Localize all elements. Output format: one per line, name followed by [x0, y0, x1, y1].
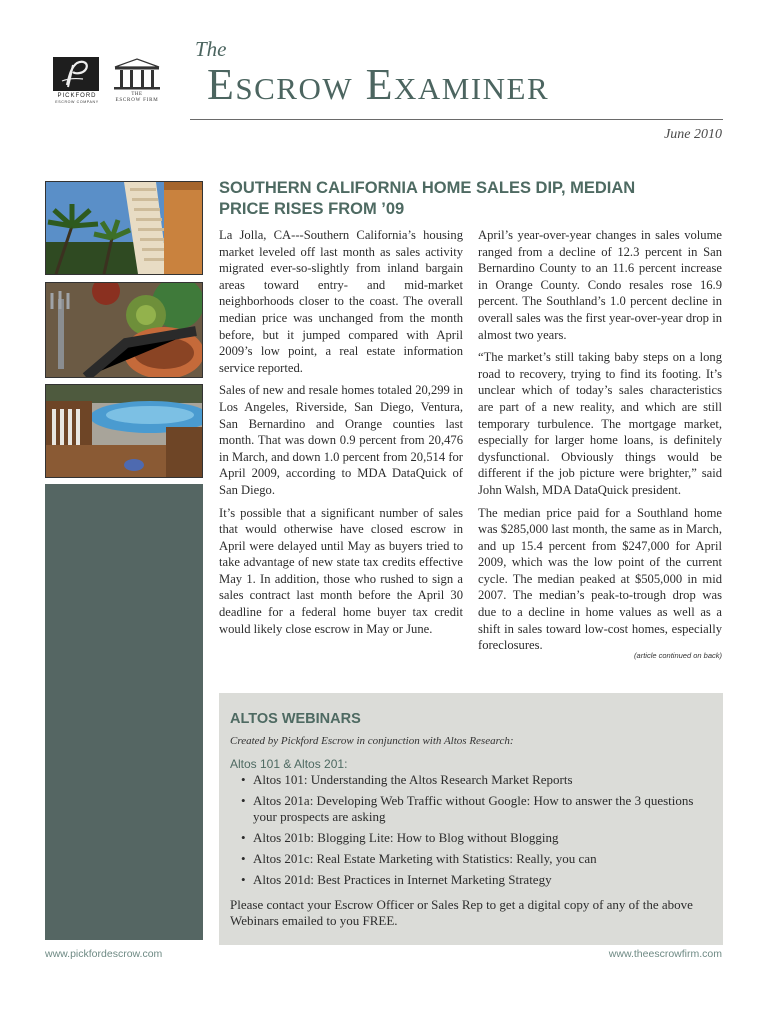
webinar-item [241, 851, 711, 867]
masthead-the: The [195, 37, 227, 61]
article-paragraph: “The market’s still taking baby steps on a long road to recovery, trying to find its footing. It’s unclear which of today’s sales characteristics are part of a new reality, and which are still temporary turbulence. The mortgage market, especially for larger home loans, is definitely dysfunctional. Obviously things would be different if the job picture were brighter,” said John Walsh, MDA DataQuick president. [478, 350, 722, 497]
escrow-firm-the: THE [131, 92, 143, 97]
pickford-monogram-icon [53, 57, 99, 91]
footer-url-pickford[interactable]: www.pickfordescrow.com [45, 948, 163, 960]
article-column-left [219, 227, 463, 643]
webinars-heading: Altos 101 & Altos 201: [230, 757, 348, 771]
photo-garden-tools [45, 282, 203, 378]
escrow-firm-name: ESCROW FIRM [115, 98, 159, 103]
webinar-item [241, 830, 711, 846]
webinar-item [241, 872, 711, 888]
article-paragraph: It’s possible that a significant number of sales that would otherwise have closed escrow in April were delayed until May as buyers tried to take advantage of new state tax credits effective May 1. In addition, those who rushed to sign a sales contract last month before the April 30 deadline for a federal home buyer tax credit would likely close escrow in May or June. [219, 505, 463, 636]
pickford-logo-subtitle: ESCROW COMPANY [55, 100, 99, 104]
webinar-item-label: Altos 101: Understanding the Altos Research Market Reports [253, 772, 573, 787]
article-paragraph: La Jolla, CA---Southern California’s housing market leveled off last month as sales activity migrated ever-so-slightly from inland bargain areas toward entry- and mid-market neighborhoods closer to the coast. The overall median price was unchanged from the month before, but it jumped compared with April 2009’s low point, a real estate information service reported. [219, 228, 463, 375]
bullet-icon: • [241, 871, 246, 887]
webinar-item [241, 772, 711, 788]
issue-date: June 2010 [664, 127, 722, 142]
webinar-item-label: Altos 201d: Best Practices in Internet Marketing Strategy [253, 871, 552, 887]
article-paragraph: The median price paid for a Southland home was $285,000 last month, the same as in March, and up 15.4 percent from $247,000 for April 2009, which was the low point of the current cycle. The median peaked at $505,000 in mid 2007. The median’s peak-to-trough drop was due to a decline in home values as well as a shift in sales toward low-cost homes, especially foreclosures. [478, 505, 722, 653]
webinars-contact: Please contact your Escrow Officer or Sales Rep to get a digital copy of any of the above Webinars emailed to you FREE. [230, 897, 693, 928]
pickford-logo [51, 56, 103, 106]
logo-group [51, 56, 167, 108]
bullet-icon: • [241, 793, 246, 808]
article-paragraph: April’s year-over-year changes in sales volume ranged from a decline of 12.3 percent in San Bernardino County to an 11.6 percent increase in Orange County. Condo resales rose 16.9 percent. The Southland’s 1.0 percent decline in overall sales was the first year-over-year drop in almost two years. [478, 228, 722, 342]
masthead-title: Escrow Examiner [207, 60, 550, 109]
sidebar-panel [45, 484, 203, 940]
webinar-item-label: Altos 201b: Blogging Lite: How to Blog without Blogging [253, 829, 559, 845]
bullet-icon: • [241, 850, 246, 866]
webinars-box [219, 693, 723, 945]
webinars-list [241, 772, 711, 893]
webinar-item-label: Altos 201c: Real Estate Marketing with Statistics: Really, you can [253, 850, 597, 866]
temple-icon [111, 56, 163, 92]
webinars-title: ALTOS WEBINARS [230, 711, 361, 727]
article-paragraph: Sales of new and resale homes totaled 20,299 in Los Angeles, Riverside, San Diego, Ventura, San Bernardino and Orange counties last month. That was down 0.9 percent from 20,476 in March, and down 1.0 percent from 20,514 for April 2009, according to MDA DataQuick of San Diego. [219, 383, 463, 497]
webinars-credit: Created by Pickford Escrow in conjunction with Altos Research: [230, 735, 514, 747]
escrow-firm-logo [111, 56, 167, 108]
photo-palm-trees [45, 181, 203, 275]
webinar-item-label: Altos 201a: Developing Web Traffic without Google: How to answer the 3 questions your prospects are asking [253, 793, 694, 824]
photo-pool-patio [45, 384, 203, 478]
bullet-icon: • [241, 772, 246, 787]
continued-note: (article continued on back) [634, 651, 722, 660]
bullet-icon: • [241, 829, 246, 845]
footer-url-escrow-firm[interactable]: www.theescrowfirm.com [608, 948, 722, 960]
article-column-right [478, 227, 722, 660]
webinar-item [241, 793, 711, 824]
article-headline: SOUTHERN CALIFORNIA HOME SALES DIP, MEDIAN PRICE RISES FROM ’09 [219, 179, 636, 218]
masthead-rule [190, 119, 723, 120]
pickford-logo-name: PICKFORD [57, 93, 97, 99]
